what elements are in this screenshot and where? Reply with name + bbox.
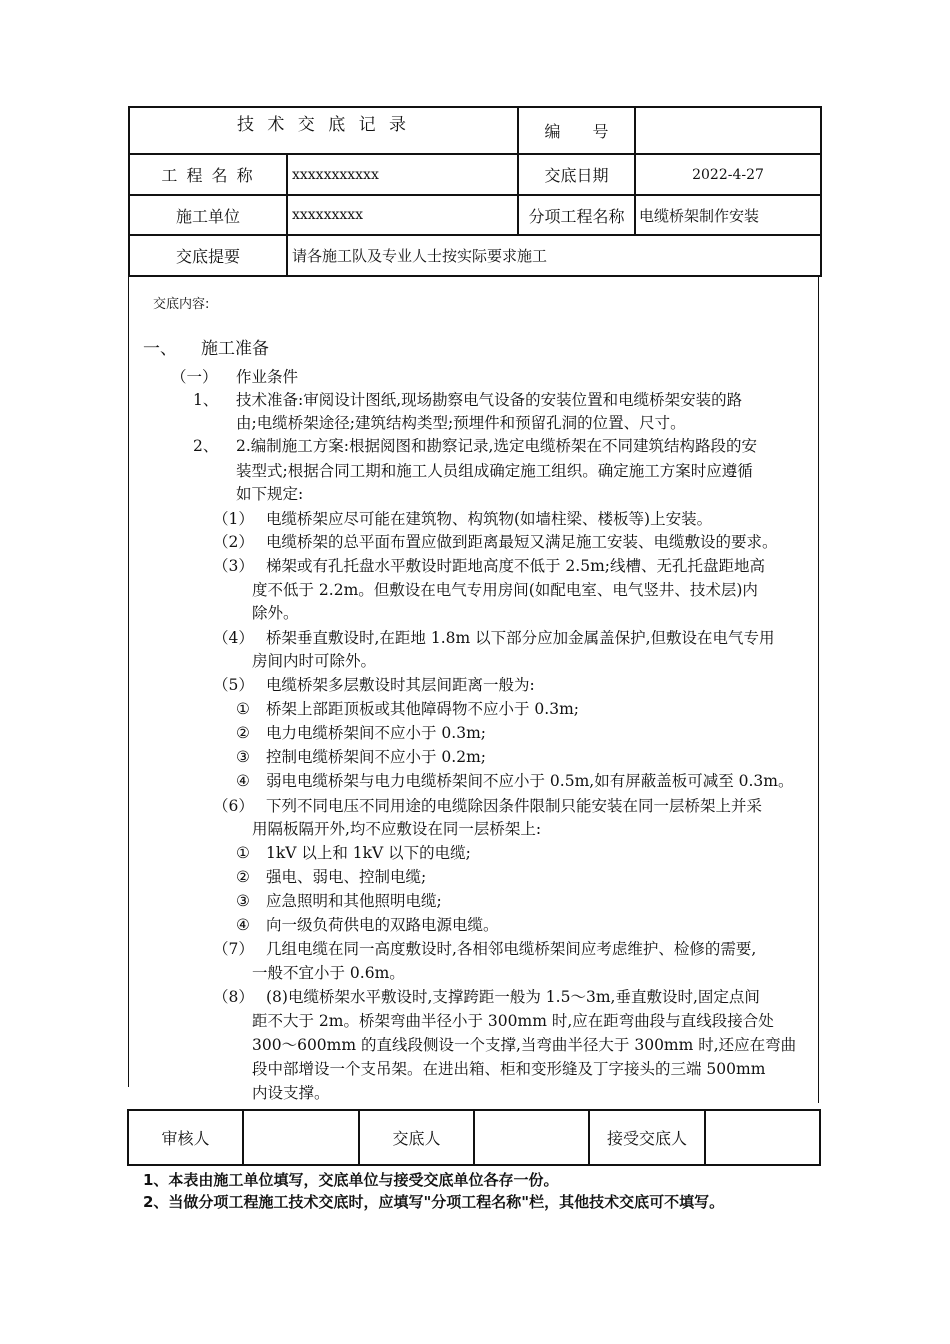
- summary-label: 交底提要: [175, 247, 240, 266]
- point-7-number: （7）: [213, 940, 254, 958]
- item-1-number: 1、: [193, 391, 219, 409]
- item-2-line-3: 如下规定:: [236, 485, 304, 503]
- voltage-item-2-number: ②: [236, 868, 250, 886]
- date-label: 交底日期: [544, 166, 609, 185]
- project-name-field[interactable]: xxxxxxxxxxx: [292, 166, 379, 183]
- point-8-line-1: (8)电缆桥架水平敷设时,支撑跨距一般为 1.5～3m,垂直敷设时,固定点间: [266, 988, 760, 1006]
- point-1-line-1: 电缆桥架应尽可能在建筑物、构筑物(如墙柱梁、楼板等)上安装。: [266, 510, 713, 528]
- subproject-label: 分项工程名称: [528, 206, 625, 226]
- circle-item-2-text: 电力电缆桥架间不应小于 0.3m;: [266, 724, 486, 742]
- number-label: 编 号: [544, 122, 609, 141]
- project-name-label: 工 程 名 称: [161, 166, 255, 185]
- point-7-line-2: 一般不宜小于 0.6m。: [252, 964, 405, 982]
- point-8-line-2: 距不大于 2m。桥架弯曲半径小于 300mm 时,应在距弯曲段与直线段接合处: [252, 1012, 774, 1030]
- point-3-line-2: 度不低于 2.2m。但敷设在电气专用房间(如配电室、电气竖井、技术层)内: [252, 581, 758, 599]
- circle-item-4-text: 弱电电缆桥架与电力电缆桥架间不应小于 0.5m,如有屏蔽盖板可减至 0.3m。: [266, 772, 794, 790]
- reviewer-field[interactable]: [244, 1111, 358, 1164]
- circle-item-4-number: ④: [236, 772, 250, 790]
- item-2-number: 2、: [193, 437, 219, 455]
- subsection-1-title: 作业条件: [236, 368, 299, 386]
- unit-label: 施工单位: [175, 206, 240, 226]
- point-5-line-1: 电缆桥架多层敷设时其层间距离一般为:: [266, 676, 535, 694]
- point-2-number: （2）: [213, 533, 254, 551]
- point-5-number: （5）: [213, 676, 254, 694]
- point-3-line-1: 梯架或有孔托盘水平敷设时距地高度不低于 2.5m;线槽、无孔托盘距地高: [266, 557, 765, 575]
- reviewer-label: 审核人: [161, 1129, 210, 1148]
- item-2-line-2: 装型式;根据合同工期和施工人员组成确定施工组织。确定施工方案时应遵循: [236, 462, 753, 480]
- voltage-item-2-text: 强电、弱电、控制电缆;: [266, 868, 427, 886]
- content-right-border: [818, 275, 819, 1103]
- circle-item-1-number: ①: [236, 700, 250, 718]
- item-1-line-1: 技术准备:审阅设计图纸,现场勘察电气设备的安装位置和电缆桥架安装的路: [236, 391, 743, 409]
- point-7-line-1: 几组电缆在同一高度敷设时,各相邻电缆桥架间应考虑维护、检修的需要,: [266, 940, 757, 958]
- voltage-item-3-text: 应急照明和其他照明电缆;: [266, 892, 442, 910]
- point-8-number: （8）: [213, 988, 254, 1006]
- point-4-line-2: 房间内时可除外。: [252, 652, 377, 670]
- section-1-title: 施工准备: [201, 339, 269, 359]
- number-field[interactable]: [636, 108, 820, 153]
- point-3-line-3: 除外。: [252, 604, 299, 622]
- point-4-line-1: 桥架垂直敷设时,在距地 1.8m 以下部分应加金属盖保护,但敷设在电气专用: [266, 629, 775, 647]
- note-1: 1、本表由施工单位填写，交底单位与接受交底单位各存一份。: [143, 1171, 559, 1189]
- subsection-1-number: （一）: [171, 368, 218, 386]
- circle-item-2-number: ②: [236, 724, 250, 742]
- summary-field[interactable]: 请各施工队及专业人士按实际要求施工: [292, 247, 548, 265]
- point-6-line-1: 下列不同电压不同用途的电缆除因条件限制只能安装在同一层桥架上并采: [266, 797, 763, 815]
- content-left-border: [128, 275, 129, 1087]
- point-2-line-1: 电缆桥架的总平面布置应做到距离最短又满足施工安装、电缆敷设的要求。: [266, 533, 778, 551]
- voltage-item-4-number: ④: [236, 916, 250, 934]
- circle-item-3-number: ③: [236, 748, 250, 766]
- point-6-number: （6）: [213, 797, 254, 815]
- voltage-item-1-text: 1kV 以上和 1kV 以下的电缆;: [266, 844, 471, 862]
- circle-item-1-text: 桥架上部距顶板或其他障碍物不应小于 0.3m;: [266, 700, 579, 718]
- content-intro: 交底内容:: [153, 297, 210, 312]
- receiver-field[interactable]: [706, 1111, 819, 1164]
- section-1-number: 一、: [143, 339, 177, 359]
- item-2-line-1: 2.编制施工方案:根据阅图和勘察记录,选定电缆桥架在不同建筑结构路段的安: [236, 437, 757, 455]
- receiver-label: 接受交底人: [606, 1129, 687, 1148]
- unit-field[interactable]: xxxxxxxxx: [292, 207, 364, 223]
- point-4-number: （4）: [213, 629, 254, 647]
- point-8-line-3: 300～600mm 的直线段侧设一个支撑,当弯曲半径大于 300mm 时,还应在弯曲: [252, 1036, 797, 1054]
- presenter-field[interactable]: [475, 1111, 588, 1164]
- voltage-item-3-number: ③: [236, 892, 250, 910]
- voltage-item-4-text: 向一级负荷供电的双路电源电缆。: [266, 916, 499, 934]
- point-1-number: （1）: [213, 510, 254, 528]
- point-6-line-2: 用隔板隔开外,均不应敷设在同一层桥架上:: [252, 820, 542, 838]
- note-2: 2、当做分项工程施工技术交底时，应填写"分项工程名称"栏，其他技术交底可不填写。: [143, 1193, 725, 1211]
- item-1-line-2: 由;电缆桥架途径;建筑结构类型;预埋件和预留孔洞的位置、尺寸。: [236, 414, 686, 432]
- date-field[interactable]: 2022-4-27: [692, 166, 764, 183]
- circle-item-3-text: 控制电缆桥架间不应小于 0.2m;: [266, 748, 486, 766]
- point-8-line-4: 段中部增设一个支吊架。在进出箱、柜和变形缝及丁字接头的三端 500mm: [252, 1060, 766, 1078]
- presenter-label: 交底人: [392, 1129, 441, 1148]
- point-8-line-5: 内设支撑。: [252, 1084, 330, 1102]
- form-title: 技 术 交 底 记 录: [236, 114, 411, 135]
- subproject-field[interactable]: 电缆桥架制作安装: [639, 206, 760, 225]
- point-3-number: （3）: [213, 557, 254, 575]
- voltage-item-1-number: ①: [236, 844, 250, 862]
